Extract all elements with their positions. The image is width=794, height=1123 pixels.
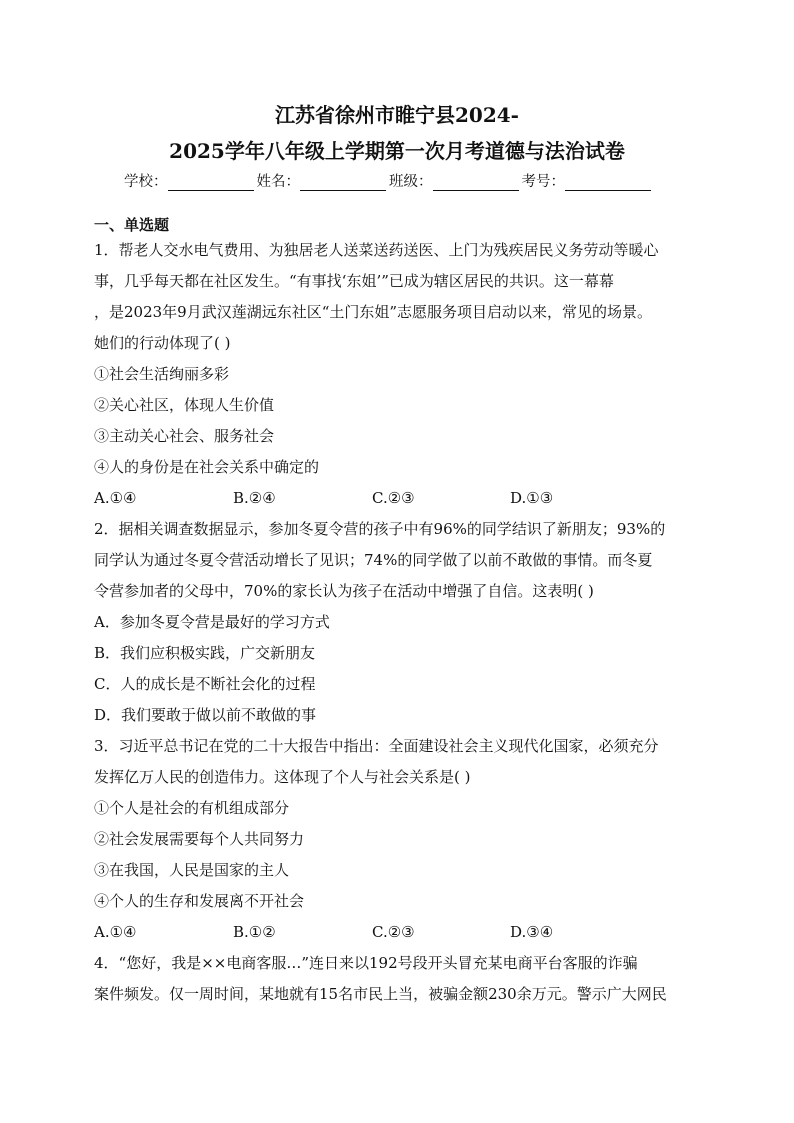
q1-stem-line: 1．帮老人交水电气费用、为独居老人送菜送药送医、上门为残疾居民义务劳动等暖心 [94,241,659,259]
q1-item: ④人的身份是在社会关系中确定的 [94,458,320,476]
q3-item: ①个人是社会的有机组成部分 [94,799,290,817]
q4-stem-line: 4．“您好，我是××电商客服…”连日来以192号段开头冒充某电商平台客服的诈骗 [94,954,638,972]
name-blank[interactable] [300,174,386,191]
school-blank[interactable] [168,174,254,191]
q2-option-d[interactable]: D．我们要敢于做以前不敢做的事 [94,706,317,724]
exam-number-label: 考号： [521,174,565,190]
q2-option-a[interactable]: A．参加冬夏令营是最好的学习方式 [94,613,330,631]
q1-item: ①社会生活绚丽多彩 [94,365,230,383]
q3-item: ④个人的生存和发展离不开社会 [94,892,305,910]
name-label: 姓名： [256,174,300,190]
q3-option-c[interactable]: C.②③ [372,923,415,941]
q3-stem-line: 发挥亿万人民的创造伟力。这体现了个人与社会关系是( ) [94,768,471,786]
class-label: 班级： [389,174,433,190]
q2-stem-line: 同学认为通过冬夏令营活动增长了见识；74%的同学做了以前不敢做的事情。而冬夏 [94,551,653,569]
q3-item: ②社会发展需要每个人共同努力 [94,830,305,848]
q1-item: ③主动关心社会、服务社会 [94,427,275,445]
exam-title-line-1: 江苏省徐州市睢宁县2024- [275,103,519,127]
q1-stem-line: 事，几乎每天都在社区发生。“有事找‘东姐’”已成为辖区居民的共识。这一幕幕 [94,272,614,290]
q3-option-b[interactable]: B.①② [233,923,276,941]
exam-title-line-2: 2025学年八年级上学期第一次月考道德与法治试卷 [169,139,625,163]
q3-option-a[interactable]: A.①④ [94,923,137,941]
q2-stem-line: 2．据相关调查数据显示，参加冬夏令营的孩子中有96%的同学结识了新朋友；93%的 [94,520,666,538]
class-blank[interactable] [433,174,519,191]
q4-stem-line: 案件频发。仅一周时间，某地就有15名市民上当，被骗金额230余万元。警示广大网民 [94,985,667,1003]
q1-item: ②关心社区，体现人生价值 [94,396,275,414]
school-label: 学校： [124,174,168,190]
q1-stem-line: 她们的行动体现了( ) [94,334,231,352]
q1-option-d[interactable]: D.①③ [510,489,554,507]
section-title: 一、单选题 [94,216,170,234]
q2-option-b[interactable]: B．我们应积极实践，广交新朋友 [94,644,316,662]
q3-option-d[interactable]: D.③④ [510,923,554,941]
q1-option-a[interactable]: A.①④ [94,489,137,507]
q2-stem-line: 令营参加者的父母中，70%的家长认为孩子在活动中增强了自信。这表明( ) [94,582,594,600]
student-info-row [124,170,684,191]
q3-stem-line: 3．习近平总书记在党的二十大报告中指出：全面建设社会主义现代化国家，必须充分 [94,737,659,755]
q1-option-c[interactable]: C.②③ [372,489,415,507]
q2-option-c[interactable]: C．人的成长是不断社会化的过程 [94,675,316,693]
q1-stem-line: ，是2023年9月武汉莲湖远东社区“土门东姐”志愿服务项目启动以来，常见的场景。 [94,303,653,321]
q3-item: ③在我国，人民是国家的主人 [94,861,290,879]
exam-number-blank[interactable] [565,174,651,191]
q1-option-b[interactable]: B.②④ [233,489,276,507]
